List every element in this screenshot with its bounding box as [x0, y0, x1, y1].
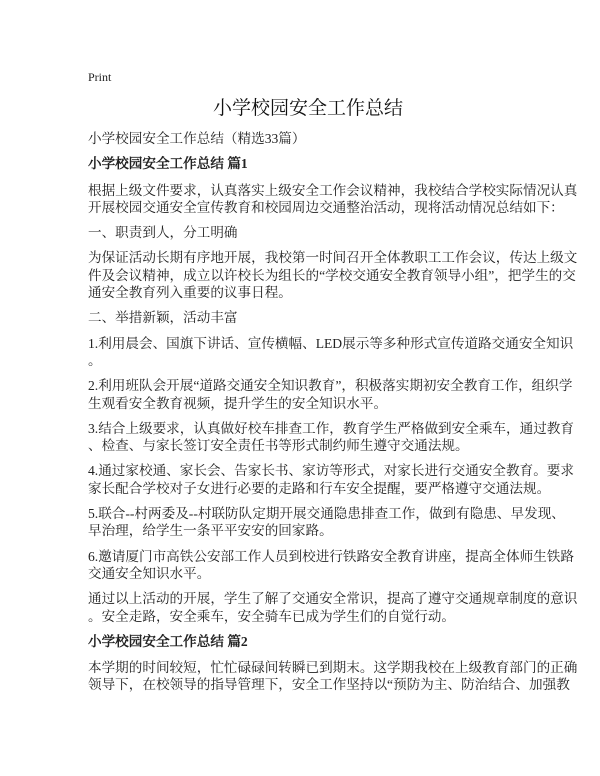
document-page: [88, 68, 578, 702]
paragraph-line: 根据上级文件要求，认真落实上级安全工作会议精神，我校结合学校实际情况认真: [88, 182, 578, 198]
paragraph-line: 为保证活动长期有序地开展，我校第一时间召开全体教职工工作会议，传达上级文: [88, 250, 578, 266]
paragraph-line: 通过以上活动的开展，学生了解了交通安全常识，提高了遵守交通规章制度的意识: [88, 591, 578, 607]
paragraph-line: 家长配合学校对子女进行必要的走路和行车安全提醒，要严格遵守交通法规。: [88, 480, 551, 496]
paragraph-line: 5.联合--村两委及--村联防队定期开展交通隐患排查工作，做到有隐患、早发现、: [88, 506, 565, 522]
paragraph-line: 1.利用晨会、国旗下讲话、宣传横幅、LED展示等多种形式宣传道路交通安全知识: [88, 335, 574, 351]
paragraph-line: 早治理，给学生一条平平安安的回家路。: [88, 523, 333, 539]
document-title: 小学校园安全工作总结: [212, 98, 403, 119]
paragraph: [88, 377, 573, 412]
paragraph-line: 生观看安全教育视频，提升学生的安全知识水平。: [88, 395, 388, 411]
document-subtitle: [88, 130, 528, 147]
paragraph-line: 开展校园交通安全宣传教育和校园周边交通整治活动，现将活动情况总结如下：: [88, 199, 564, 215]
paragraph-line: 二、举措新颖，活动丰富: [88, 310, 238, 326]
paragraph: [88, 462, 574, 497]
section-heading-1: [88, 155, 528, 172]
paragraph: [88, 249, 578, 301]
heading-text: 小学校园安全工作总结 篇2: [88, 633, 248, 649]
paragraph: [88, 335, 574, 370]
paragraph-line: 6.邀请厦门市高铁公安部工作人员到校进行铁路安全教育讲座，提高全体师生铁路: [88, 548, 574, 564]
subtitle-text: 小学校园安全工作总结（精选33篇）: [88, 131, 306, 146]
print-link[interactable]: Print: [88, 70, 112, 84]
paragraph: [88, 420, 574, 455]
paragraph: [88, 505, 565, 540]
paragraph-line: 通安全教育列入重要的议事日程。: [88, 285, 292, 301]
paragraph-line: 。安全走路，安全乘车，安全骑车已成为学生们的自觉行动。: [88, 608, 456, 624]
paragraph-line: 2.利用班队会开展“道路交通安全知识教育”，积极落实期初安全教育工作，组织学: [88, 378, 573, 394]
paragraph-line: 3.结合上级要求，认真做好校车排查工作，教育学生严格做到安全乘车，通过教育: [88, 420, 574, 436]
heading-text: 小学校园安全工作总结 篇1: [88, 156, 248, 172]
paragraph: [88, 548, 574, 583]
paragraph: [88, 309, 528, 326]
paragraph-line: 一、职责到人，分工明确: [88, 225, 238, 241]
paragraph-line: 。: [88, 352, 102, 368]
paragraph: [88, 224, 528, 241]
paragraph: [88, 182, 578, 217]
paragraph: [88, 659, 578, 694]
paragraph-line: 交通安全知识水平。: [88, 565, 211, 581]
paragraph-line: 本学期的时间较短，忙忙碌碌间转瞬已到期末。这学期我校在上级教育部门的正确: [88, 660, 578, 676]
paragraph-line: 件及会议精神，成立以许校长为组长的“学校交通安全教育领导小组”，把学生的交: [88, 267, 576, 283]
section-heading-2: [88, 633, 528, 650]
paragraph-line: 、检查、与家长签订安全责任书等形式制约师生遵守交通法规。: [88, 438, 469, 454]
paragraph-line: 领导下，在校领导的指导管理下，安全工作坚持以“预防为主、防治结合、加强教: [88, 677, 570, 693]
paragraph: [88, 590, 578, 625]
paragraph-line: 4.通过家校通、家长会、告家长书、家访等形式，对家长进行交通安全教育。要求: [88, 463, 574, 479]
